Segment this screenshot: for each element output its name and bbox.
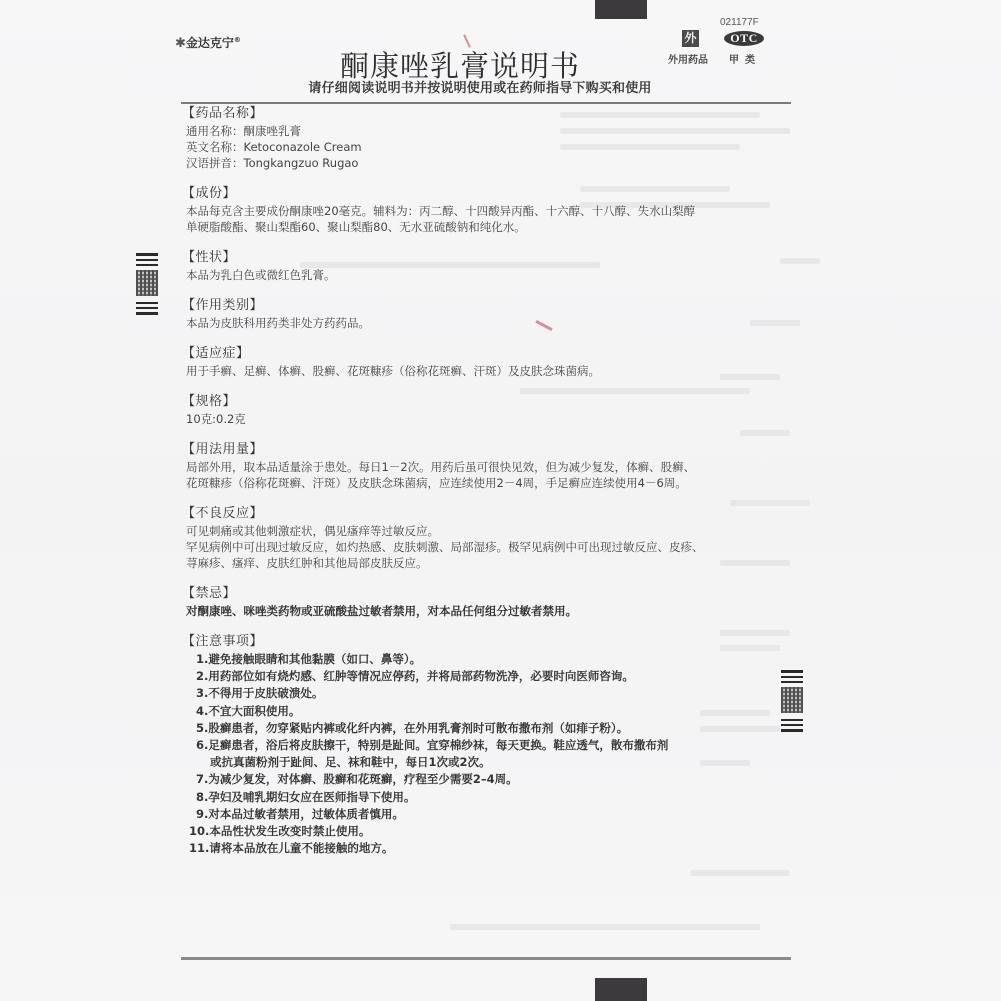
- leaflet-body: [182, 106, 786, 872]
- section-description: [182, 250, 786, 283]
- precaution-item: 9.对本品过敏者禁用，过敏体质者慎用。: [196, 806, 404, 821]
- text-line: 罕见病例中可出现过敏反应，如灼热感、皮肤刺激、局部湿疹。极罕见病例中可出现过敏反应、皮疹、: [186, 540, 704, 554]
- document-subtitle: 请仔细阅读说明书并按说明使用或在药师指导下购买和使用: [308, 81, 652, 96]
- pinyin-name: 汉语拼音：Tongkangzuo Rugao: [186, 156, 359, 170]
- precaution-item-continued: 或抗真菌粉剂于趾间、足、袜和鞋中，每日1次或2次。: [210, 755, 491, 770]
- text-line: 花斑糠疹（俗称花斑癣、汗斑）及皮肤念珠菌病，应连续使用2－4周，手足癣应连续使用4－6周。: [186, 476, 687, 490]
- section-heading: 【禁忌】: [182, 586, 237, 601]
- star-icon: ✱: [175, 36, 186, 51]
- pharmacode-left-icon: [136, 253, 158, 318]
- document-title: 酮康唑乳膏说明书: [339, 49, 580, 83]
- text-line: 本品每克含主要成份酮康唑20毫克。辅料为：丙二醇、十四酸异丙酯、十六醇、十八醇、失水山梨醇: [186, 204, 696, 218]
- precaution-item: 1.避免接触眼睛和其他黏膜（如口、鼻等）。: [196, 652, 422, 666]
- text-line: 局部外用，取本品适量涂于患处。每日1－2次。用药后虽可很快见效，但为减少复发，体癣、股癣、: [186, 460, 696, 474]
- section-heading: 【适应症】: [182, 346, 250, 361]
- text-line: 可见刺痛或其他刺激症状，偶见瘙痒等过敏反应。: [186, 524, 439, 538]
- product-code: 021177F: [720, 17, 759, 28]
- section-heading: 【规格】: [182, 394, 237, 409]
- registration-tab-bottom: [595, 978, 647, 1001]
- section-specification: [182, 394, 786, 427]
- section-heading: 【不良反应】: [182, 506, 264, 521]
- brand-name: 金达克宁: [185, 36, 234, 50]
- generic-name: 通用名称：酮康唑乳膏: [186, 124, 301, 138]
- otc-class-label: 甲类: [729, 55, 761, 66]
- section-heading: 【药品名称】: [182, 106, 264, 121]
- text-line: 本品为皮肤科用药类非处方药药品。: [186, 316, 370, 330]
- section-category: [182, 298, 786, 331]
- section-heading: 【作用类别】: [182, 298, 264, 313]
- section-heading: 【注意事项】: [182, 634, 264, 649]
- header-divider: [181, 102, 791, 104]
- section-composition: [182, 186, 786, 235]
- english-name: 英文名称：Ketoconazole Cream: [186, 140, 362, 154]
- text-line: 10克:0.2克: [186, 412, 246, 426]
- text-line: 用于手癣、足癣、体癣、股癣、花斑糠疹（俗称花斑癣、汗斑）及皮肤念珠菌病。: [186, 364, 600, 378]
- precaution-item: 4.不宜大面积使用。: [196, 703, 301, 718]
- precaution-item: 8.孕妇及哺乳期妇女应在医师指导下使用。: [196, 789, 416, 804]
- registration-tab-top: [595, 0, 647, 19]
- section-heading: 【成份】: [182, 186, 237, 201]
- text-line: 荨麻疹、瘙痒、皮肤红肿和其他局部皮肤反应。: [186, 556, 428, 570]
- footer-divider: [181, 957, 791, 960]
- precaution-item: 5.股癣患者，勿穿紧贴内裤或化纤内裤，在外用乳膏剂时可散布撒布剂（如痱子粉）。: [196, 720, 629, 735]
- section-precautions: [182, 634, 786, 857]
- section-adverse-reactions: [182, 506, 786, 571]
- precaution-item: 11.请将本品放在儿童不能接触的地方。: [189, 841, 394, 856]
- section-indications: [182, 346, 786, 379]
- datamatrix-icon: [136, 270, 158, 296]
- section-heading: 【性状】: [182, 250, 237, 265]
- precaution-item: 6.足癣患者，浴后将皮肤擦干，特别是趾间。宜穿棉纱袜，每天更换。鞋应透气，散布撒布剂: [196, 738, 669, 753]
- external-use-label: 外用药品: [668, 55, 708, 66]
- external-use-badge: 外: [682, 30, 699, 47]
- precaution-item: 3.不得用于皮肤破溃处。: [196, 686, 324, 701]
- otc-badge: OTC: [724, 31, 764, 46]
- text-line: 对酮康唑、咪唑类药物或亚硫酸盐过敏者禁用，对本品任何组分过敏者禁用。: [186, 604, 577, 618]
- precaution-item: 2.用药部位如有烧灼感、红肿等情况应停药，并将局部药物洗净，必要时向医师咨询。: [196, 669, 634, 684]
- precaution-item: 7.为减少复发，对体癣、股癣和花斑癣，疗程至少需要2–4周。: [196, 772, 518, 787]
- text-line: 本品为乳白色或微红色乳膏。: [186, 268, 336, 282]
- brand-logo: [175, 34, 241, 51]
- registered-mark: ®: [233, 36, 241, 44]
- section-drug-name: [182, 106, 786, 171]
- pharmacode-right-icon: [781, 670, 803, 735]
- precaution-item: 10.本品性状发生改变时禁止使用。: [189, 824, 371, 839]
- datamatrix-icon: [781, 687, 803, 713]
- section-contraindications: [182, 586, 786, 619]
- section-dosage: [182, 442, 786, 491]
- text-line: 单硬脂酸酯、聚山梨酯60、聚山梨酯80、无水亚硫酸钠和纯化水。: [186, 220, 526, 234]
- section-heading: 【用法用量】: [182, 442, 264, 457]
